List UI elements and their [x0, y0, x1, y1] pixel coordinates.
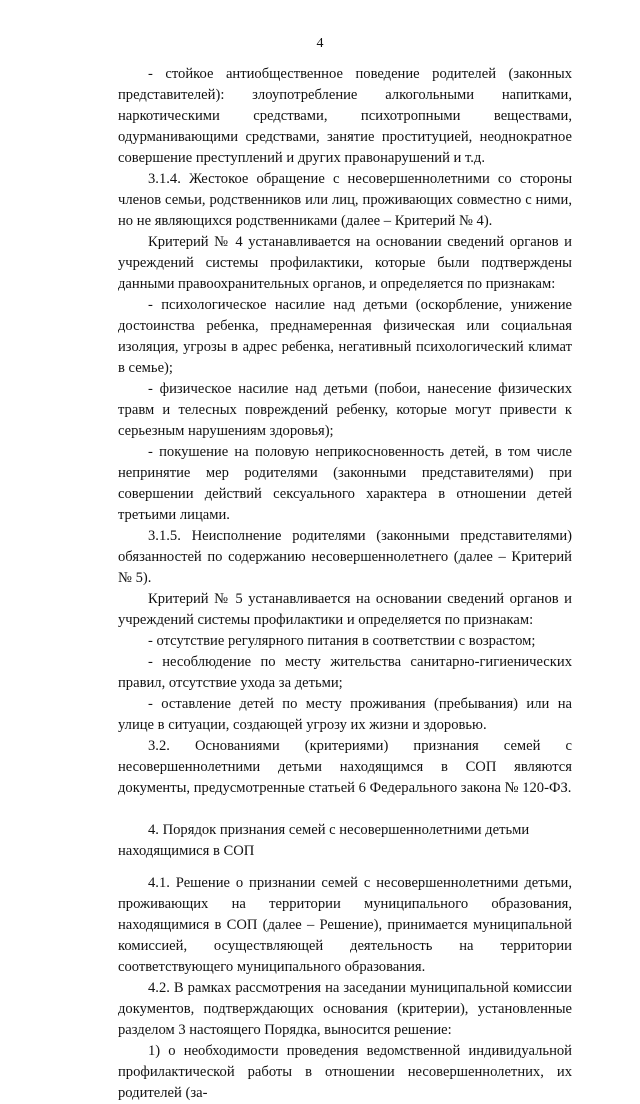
- paragraph: 3.1.4. Жестокое обращение с несовершеннолетними со стороны членов семьи, родственников или лиц, проживающих совместно с ними, но не являющихся родственниками (далее – Критерий № 4).: [118, 171, 572, 229]
- paragraph: - физическое насилие над детьми (побои, нанесение физических травм и телесных повреждений ребенку, которые могут привести к серьезным нарушениям здоровья);: [118, 381, 572, 439]
- paragraph: Критерий № 4 устанавливается на основании сведений органов и учреждений системы профилактики, которые были подтверждены данными правоохранительных органов, и определяется по признакам:: [118, 234, 572, 292]
- paragraph: - отсутствие регулярного питания в соответствии с возрастом;: [148, 633, 536, 649]
- paragraph: 4.2. В рамках рассмотрения на заседании муниципальной комиссии документов, подтверждающих основания (критерии), установленные разделом 3 настоящего Порядка, выносится решение:: [118, 980, 572, 1038]
- paragraph: - стойкое антиобщественное поведение родителей (законных представителей): злоупотребление алкогольными напитками, наркотическими средствами, психотропными веществами, одурманивающими средствами, занятие проституцией, неоднократное совершение преступлений и других правонарушений и т.д.: [118, 66, 572, 166]
- document-body: [118, 64, 572, 1104]
- page-number: 4: [316, 36, 324, 51]
- paragraph: 1) о необходимости проведения ведомственной индивидуальной профилактической работы в отношении несовершеннолетних, их родителей (за-: [118, 1043, 572, 1101]
- paragraph: 3.2. Основаниями (критериями) признания семей с несовершеннолетними детьми находящимся в СОП являются документы, предусмотренные статьей 6 Федерального закона № 120-ФЗ.: [118, 738, 572, 796]
- paragraph: 4.1. Решение о признании семей с несовершеннолетними детьми, проживающих на территории муниципального образования, находящимися в СОП (далее – Решение), принимается муниципальной комиссией, осуществляющей деятельность на территории соответствующего муниципального образования.: [118, 875, 572, 975]
- paragraph: - покушение на половую неприкосновенность детей, в том числе непринятие мер родителями (законными представителями) при совершении действий сексуального характера в отношении детей третьими лицами.: [118, 444, 572, 523]
- paragraph: 3.1.5. Неисполнение родителями (законными представителями) обязанностей по содержанию несовершеннолетнего (далее – Критерий № 5).: [118, 528, 572, 586]
- section-heading: 4. Порядок признания семей с несовершеннолетними детьми находящимися в СОП: [118, 822, 530, 859]
- paragraph: - психологическое насилие над детьми (оскорбление, унижение достоинства ребенка, преднамеренная физическая или социальная изоляция, угрозы в адрес ребенка, негативный психологический климат в семье);: [118, 297, 572, 376]
- paragraph: - несоблюдение по месту жительства санитарно-гигиенических правил, отсутствие ухода за детьми;: [118, 654, 572, 691]
- paragraph: - оставление детей по месту проживания (пребывания) или на улице в ситуации, создающей угрозу их жизни и здоровью.: [118, 696, 572, 733]
- paragraph: Критерий № 5 устанавливается на основании сведений органов и учреждений системы профилактики и определяется по признакам:: [118, 591, 572, 628]
